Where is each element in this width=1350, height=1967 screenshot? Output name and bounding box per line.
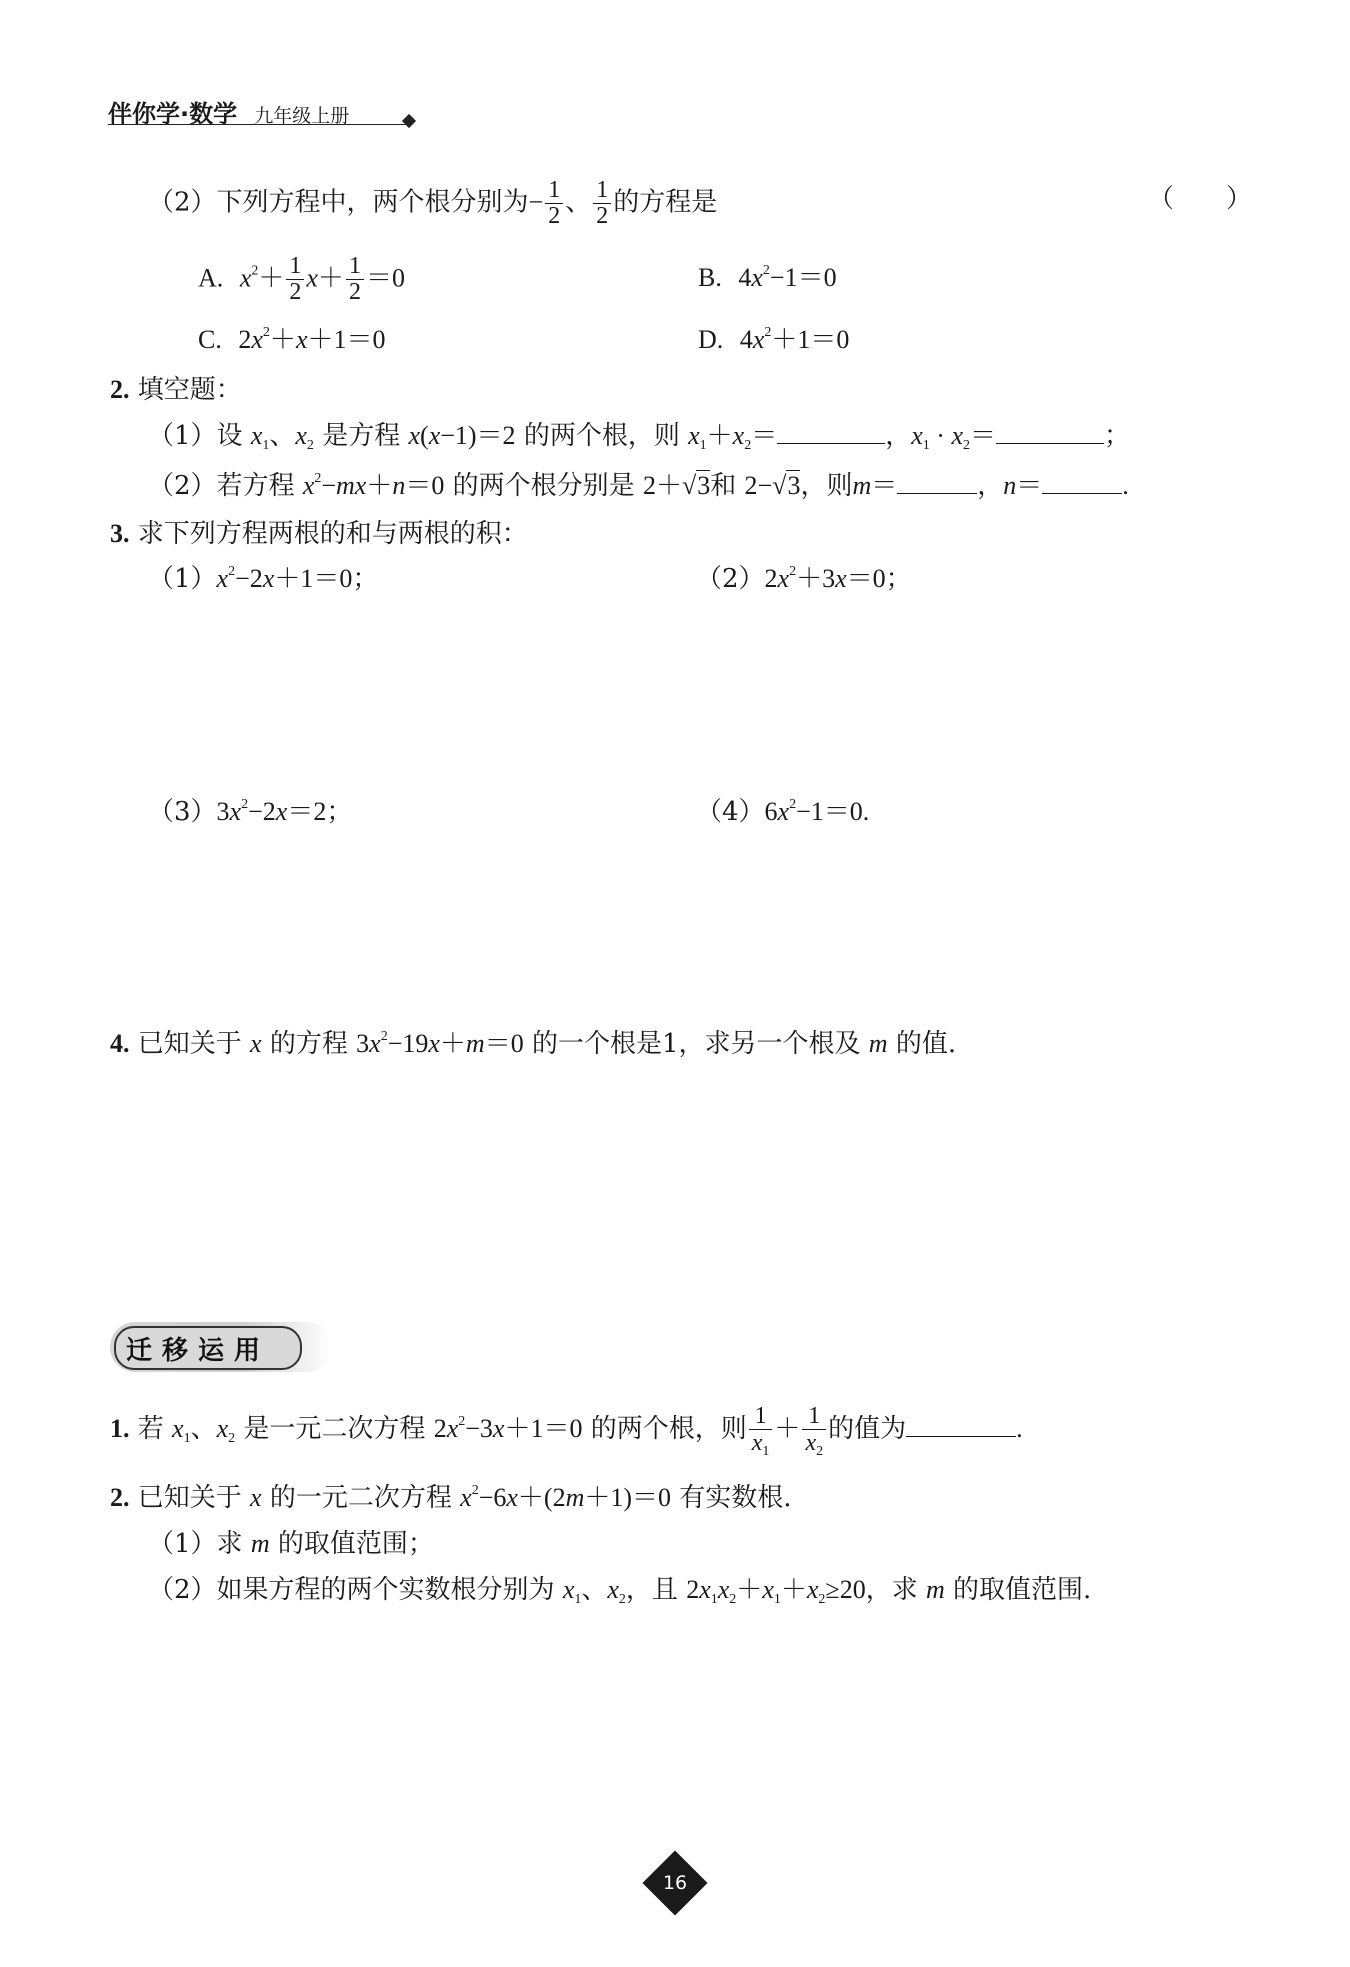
option-c: C. $2x^2+x+1=0$ <box>198 325 386 354</box>
header-rule <box>108 124 408 125</box>
transfer-question-2: 2. 已知关于 x 的一元二次方程 $x^2-6x+(2m+1)=0$ 有实数根. <box>110 1483 792 1513</box>
section-banner <box>110 1322 332 1372</box>
section-title: 迁移运用 <box>126 1336 271 1366</box>
book-title: 伴你学·数学 <box>108 100 238 128</box>
transfer-question-1: 1. 若 $x_1$、$x_2$ 是一元二次方程 $2x^2-3x+1=0$ 的两个根，则 $\frac{1}{x_1}$ ＋ $\frac{1}{x_2}$ 的值为 . <box>110 1403 1023 1460</box>
question-2-1: （1）设 $x_1$、$x_2$ 是方程 x(x−1)＝2 的两个根，则 $x_1+x_2=$ ，$x_1 \cdot x_2=$ ； <box>148 421 1131 453</box>
question-4: 4. 已知关于 x 的方程 $3x^2-19x+m=0$ 的一个根是1，求另一个根及 m 的值. <box>110 1029 957 1059</box>
question-2-heading: 2. 填空题： <box>110 375 242 405</box>
answer-blank[interactable] <box>777 421 885 444</box>
question-2-2: （2）若方程 $x^2-mx+n=0$ 的两个根分别是 2＋√3和 2−√3，则m＝ ，n＝ . <box>148 471 1129 501</box>
transfer-question-2-2: （2）如果方程的两个实数根分别为 $x_1$、$x_2$，且 $2x_1x_2+x_1+x_2\ge 20$，求 m 的取值范围. <box>148 1575 1092 1607</box>
option-a: A. $x^2+$ $\frac{1}{2}$ x＋ $\frac{1}{2}$ ＝0 <box>198 253 405 306</box>
option-b: B. $4x^2-1=0$ <box>698 263 837 292</box>
transfer-question-2-1: （1）求 m 的取值范围； <box>148 1529 434 1559</box>
book-grade: 九年级上册 <box>254 105 350 127</box>
question-3-3: $(3)3x^2-2x=2$； <box>148 797 353 827</box>
answer-blank[interactable] <box>897 471 977 494</box>
question-3-4: $(4)6x^2-1=0$. <box>696 797 870 827</box>
option-d: D. $4x^2+1=0$ <box>698 325 850 354</box>
question-3-2: $(2)2x^2+3x=0$； <box>696 564 912 594</box>
question-3-heading: 3. 求下列方程两根的和与两根的积： <box>110 519 528 549</box>
answer-blank[interactable] <box>996 421 1104 444</box>
answer-blank[interactable] <box>906 1414 1016 1437</box>
page-number: 16 <box>662 1872 688 1894</box>
question-1-2: （2）下列方程中，两个根分别为− $\frac{1}{2}$ 、 $\frac{1}{2}$ 的方程是 <box>148 177 718 230</box>
answer-blank[interactable] <box>1042 471 1122 494</box>
header-diamond-icon <box>402 114 416 128</box>
answer-paren: （ ） <box>1148 184 1253 214</box>
question-3-1: $(1)x^2-2x+1=0$； <box>148 564 379 594</box>
